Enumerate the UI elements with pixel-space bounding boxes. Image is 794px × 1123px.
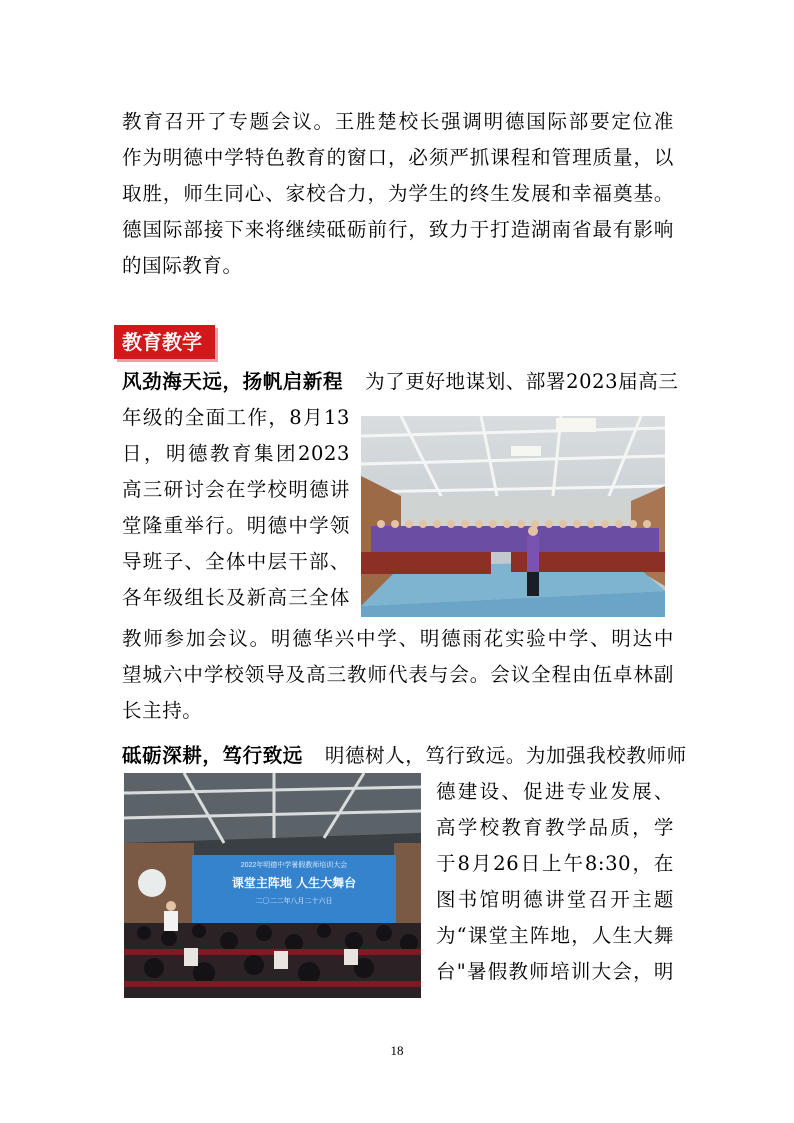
- conference-hall-photo: [361, 416, 665, 617]
- article1-line: 长主持。: [122, 699, 203, 722]
- article1-line: 教师参加会议。明德华兴中学、明德雨花实验中学、明达中: [122, 627, 674, 650]
- screen-banner-title: 2022年明德中学暑假教师培训大会: [240, 862, 348, 869]
- article1-first-line: [122, 370, 679, 394]
- intro-line: 教育召开了专题会议。王胜楚校长强调明德国际部要定位准: [122, 110, 674, 133]
- training-conference-photo: [124, 773, 421, 998]
- article2-line: 台"暑假教师培训大会，明: [436, 960, 674, 983]
- article1-lead: 为了更好地谋划、部署2023届高三: [365, 370, 679, 393]
- article1-heading: 风劲海天远，扬帆启新程: [122, 370, 344, 393]
- article2-heading: 砥砺深耕，笃行致远: [122, 744, 303, 767]
- intro-line: 德国际部接下来将继续砥砺前行，致力于打造湖南省最有影响: [122, 218, 674, 241]
- article1-line: 堂隆重举行。明德中学领: [122, 514, 350, 537]
- intro-line: 的国际教育。: [122, 254, 243, 277]
- intro-line: 取胜，师生同心、家校合力，为学生的终生发展和幸福奠基。: [122, 182, 674, 205]
- article1-line: 高三研讨会在学校明德讲: [122, 478, 350, 501]
- screen-banner-date: 二〇二二年八月二十六日: [255, 898, 333, 905]
- article2-line: 高学校教育教学品质，学: [436, 816, 674, 839]
- article2-line: 于8月26日上午8:30，在: [436, 852, 674, 875]
- intro-line: 作为明德中学特色教育的窗口，必须严抓课程和管理质量，以: [122, 146, 674, 169]
- article2-lead: 明德树人，笃行致远。为加强我校教师师: [324, 744, 687, 767]
- article1-line: 导班子、全体中层干部、: [122, 550, 350, 573]
- screen-banner-slogan: 课堂主阵地 人生大舞台: [231, 876, 357, 890]
- article2-line: 图书馆明德讲堂召开主题: [436, 888, 674, 911]
- article2-line: 为“课堂主阵地，人生大舞: [436, 924, 674, 947]
- article1-line: 望城六中学校领导及高三教师代表与会。会议全程由伍卓林副: [122, 663, 674, 686]
- page-number: 18: [390, 1043, 404, 1058]
- article1-line: 年级的全面工作，8月13: [122, 406, 350, 429]
- article1-line: 各年级组长及新高三全体: [122, 586, 350, 609]
- section-tag-education: 教育教学: [114, 325, 215, 359]
- article2-line: 德建设、促进专业发展、: [436, 780, 674, 803]
- article1-line: 日，明德教育集团2023: [122, 442, 350, 465]
- article2-first-line: [122, 744, 687, 768]
